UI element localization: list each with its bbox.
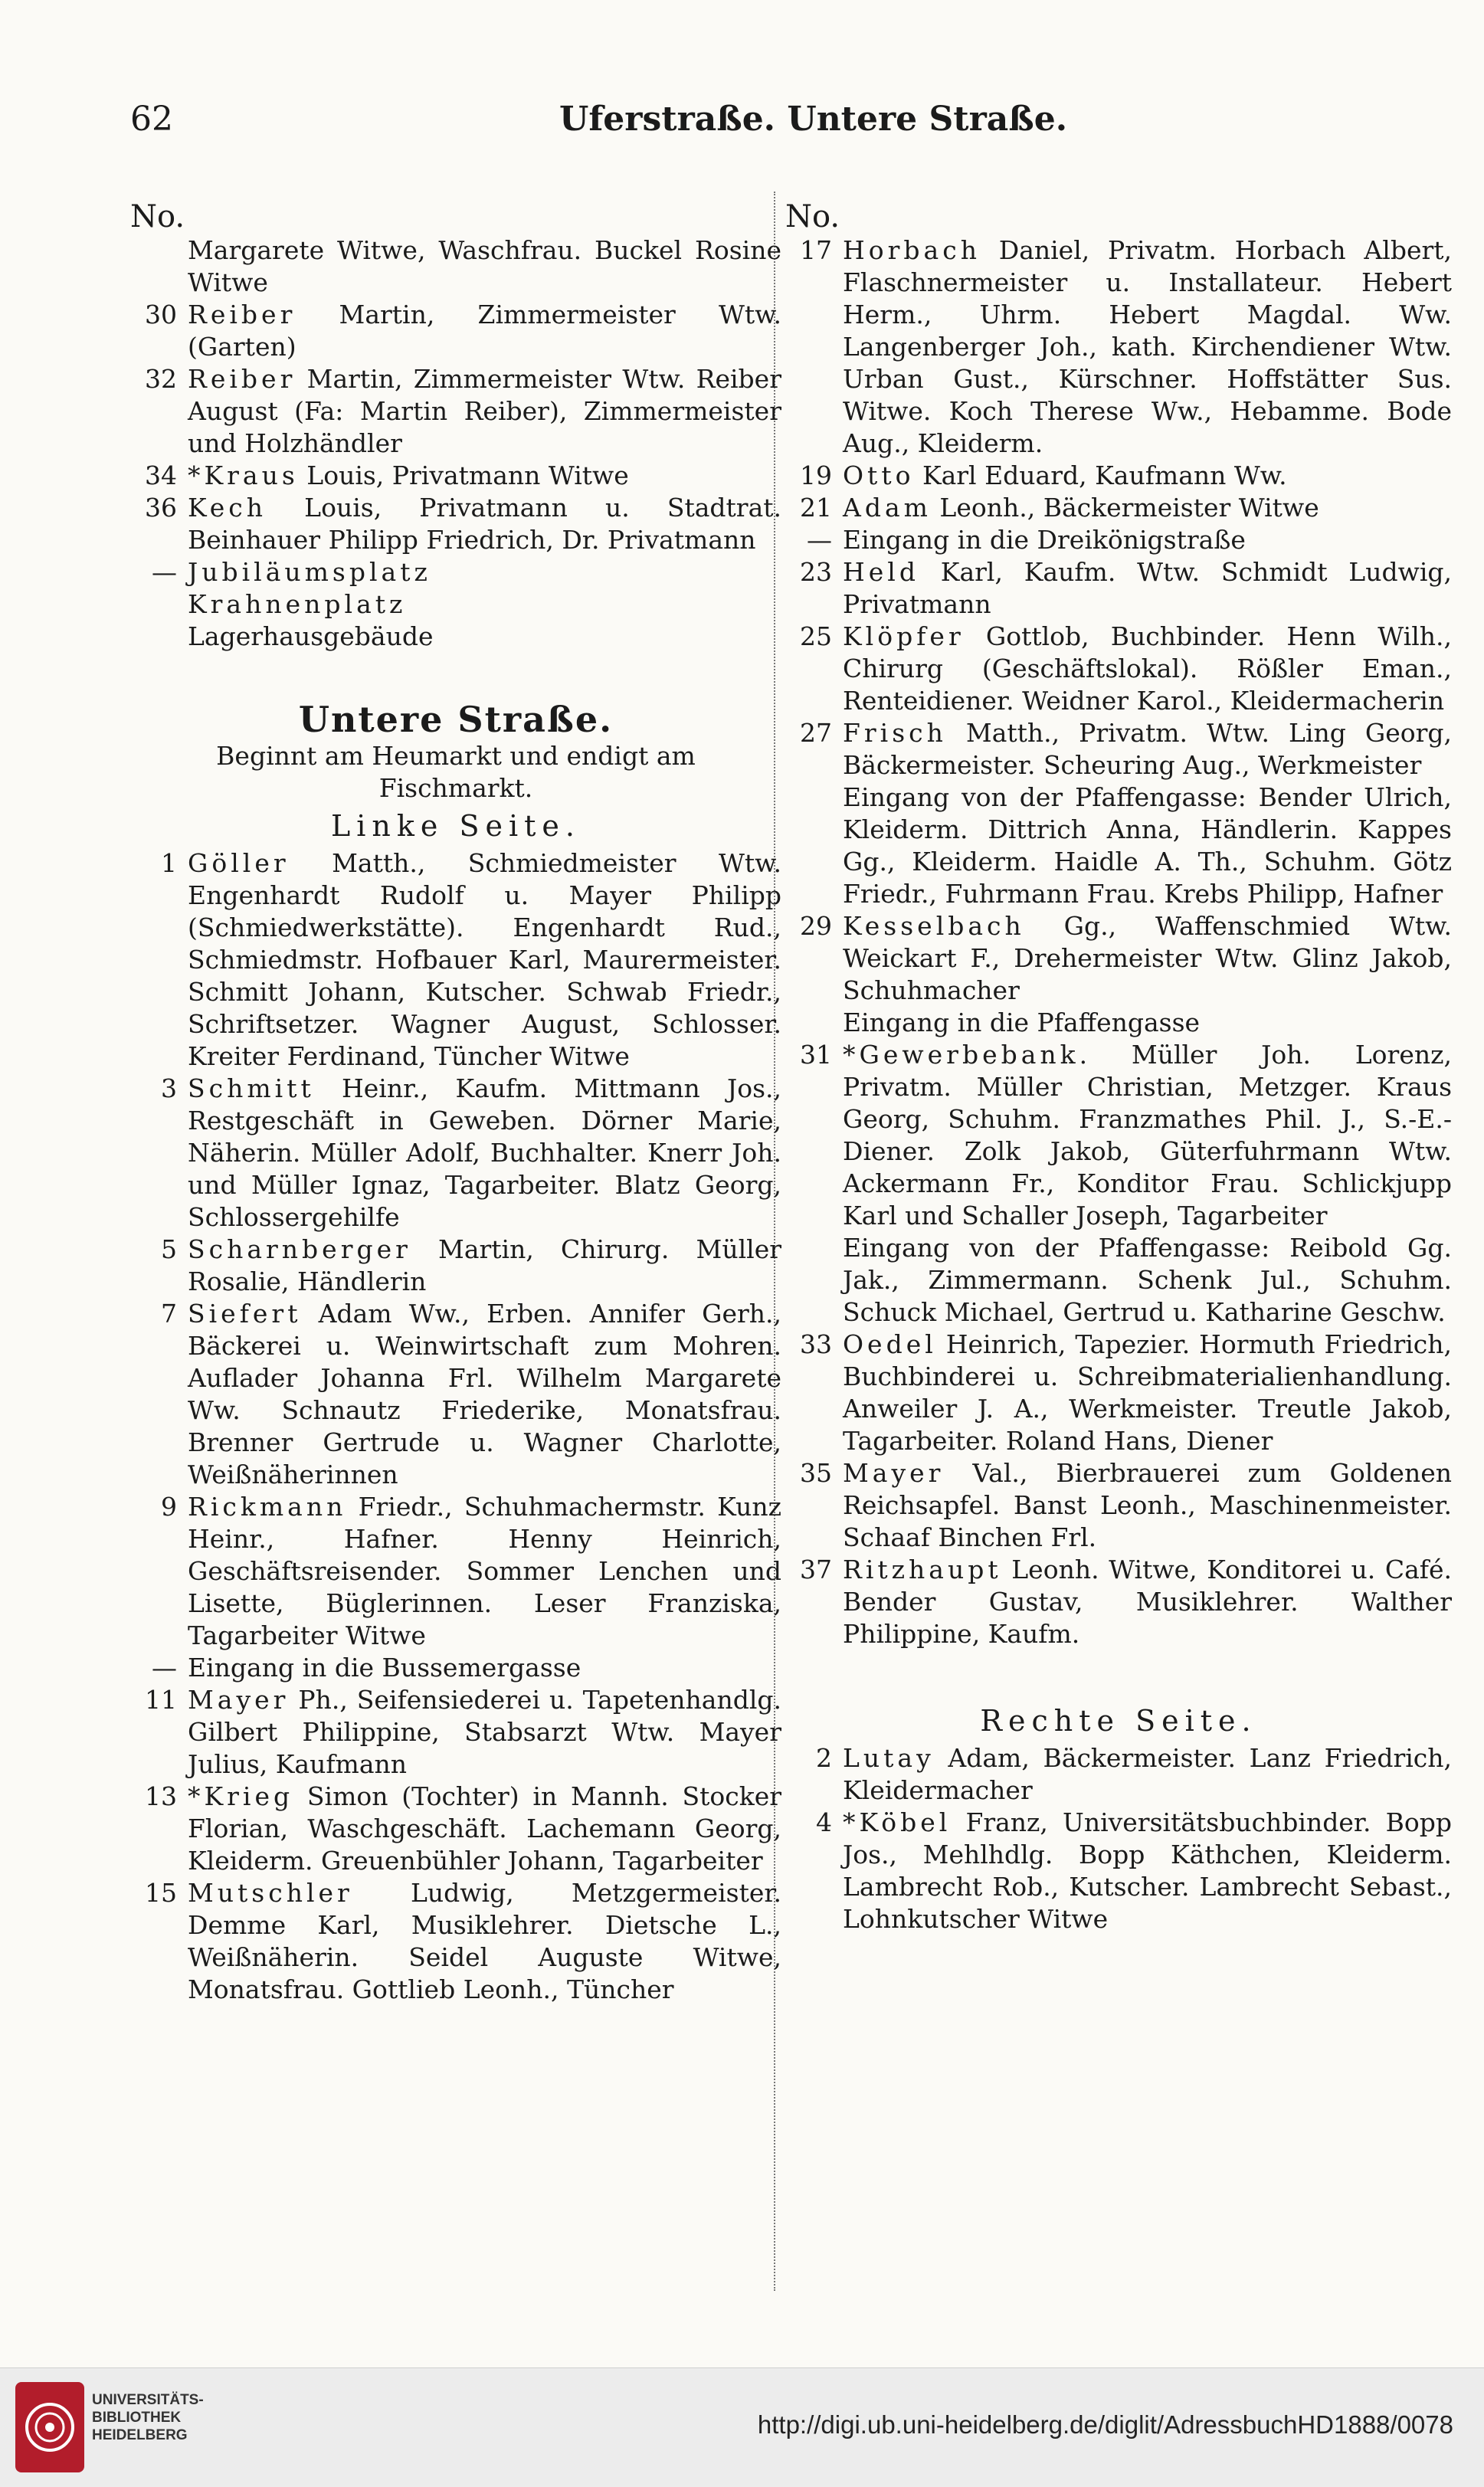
list-item (130, 234, 781, 299)
entry-text (188, 1652, 781, 1684)
resident-name: Lutay (843, 1743, 935, 1773)
page-header (130, 100, 1433, 146)
resident-name: Jubiläumsplatz (188, 557, 431, 587)
entry-text (188, 588, 781, 621)
resident-details: Eingang von der Pfaffengasse: Bender Ulrich, Kleiderm. Dittrich Anna, Händlerin. Kappes Gg., Kleiderm. Haidle A. Th., Schuhm. Götz Friedr., Fuhrmann Frau. Krebs Philipp, Hafner (843, 782, 1452, 909)
entry-text (188, 1877, 781, 2006)
resident-details: Eingang in die Bussemergasse (188, 1653, 581, 1683)
resident-details: Martin, Zimmermeister Wtw. (Garten) (188, 300, 781, 362)
house-number (785, 781, 843, 910)
resident-name: Scharnberger (188, 1234, 411, 1264)
logo-line: HEIDELBERG (92, 2427, 188, 2443)
resident-details: Louis, Privatmann u. Stadtrat. Beinhauer Philipp Friedrich, Dr. Privatmann (188, 493, 781, 555)
list-item (130, 621, 781, 653)
resident-details: Ludwig, Metzgermeister. Demme Karl, Musiklehrer. Dietsche L., Weißnäherin. Seidel Auguste Witwe, Monatsfrau. Gottlieb Leonh., Tüncher (188, 1878, 781, 2004)
resident-details: Franz, Universitätsbuchbinder. Bopp Jos., Mehlhdlg. Bopp Käthchen, Kleiderm. Lambrecht Rob., Kutscher. Lambrecht Sebast., Lohnkutscher Witwe (843, 1807, 1452, 1934)
resident-name: *Kraus (188, 460, 299, 490)
list-item (130, 492, 781, 556)
resident-name: Mutschler (188, 1878, 353, 1908)
resident-details: Martin, Chirurg. Müller Rosalie, Händlerin (188, 1234, 781, 1296)
resident-details: Karl Eduard, Kaufmann Ww. (914, 460, 1287, 490)
street-heading: Untere Straße. (298, 699, 614, 740)
resident-details: Gg., Waffenschmied Wtw. Weickart F., Drehermeister Wtw. Glinz Jakob, Schuhmacher (843, 911, 1452, 1005)
house-number: — (807, 525, 832, 555)
resident-name: Kesselbach (843, 911, 1025, 941)
rechte-seite-entries (785, 1742, 1452, 1935)
house-number: 21 (800, 493, 832, 523)
house-number: 30 (145, 300, 177, 329)
resident-details: Eingang in die Dreikönigstraße (843, 525, 1246, 555)
list-item (130, 1652, 781, 1684)
house-number: — (152, 557, 177, 587)
resident-details: Heinrich, Tapezier. Hormuth Friedrich, Buchbinderei u. Schreibmaterialienhandlung. Anweiler J. A., Werkmeister. Treutle Jakob, Tagarbeiter. Roland Hans, Diener (843, 1329, 1452, 1456)
source-link[interactable]: http://digi.ub.uni-heidelberg.de/diglit/AdressbuchHD1888/0078 (757, 2410, 1453, 2439)
entry-text (843, 524, 1452, 556)
house-number: 25 (800, 621, 832, 651)
list-item (785, 717, 1452, 781)
resident-name: Schmitt (188, 1073, 315, 1103)
list-item (785, 234, 1452, 460)
resident-name: Held (843, 557, 919, 587)
entry-text (188, 1073, 781, 1234)
library-seal-icon (15, 2382, 84, 2472)
house-number: 13 (145, 1781, 177, 1811)
entry-text (188, 847, 781, 1073)
house-number: 35 (800, 1458, 832, 1488)
list-item (785, 1039, 1452, 1232)
resident-name: *Krieg (188, 1781, 294, 1811)
entry-text (843, 234, 1452, 460)
house-number: 2 (816, 1743, 832, 1773)
entry-text (843, 1807, 1452, 1935)
house-number: 32 (145, 364, 177, 394)
house-number (130, 588, 188, 621)
house-number: 37 (800, 1555, 832, 1584)
side-label-right: Rechte Seite. (980, 1704, 1257, 1738)
resident-details: Val., Bierbrauerei zum Goldenen Reichsapfel. Banst Leonh., Maschinenmeister. Schaaf Binchen Frl. (843, 1458, 1452, 1552)
house-number: 15 (145, 1878, 177, 1908)
house-number: 4 (816, 1807, 832, 1837)
list-item (130, 1234, 781, 1298)
list-item (785, 1329, 1452, 1457)
logo-line: BIBLIOTHEK (92, 2410, 182, 2426)
running-title: Uferstraße. Untere Straße. (559, 100, 1068, 139)
left-column (130, 199, 781, 2006)
resident-name: Reiber (188, 300, 296, 329)
resident-details: Simon (Tochter) in Mannh. Stocker Florian, Waschgeschäft. Lachemann Georg, Kleiderm. Greuenbühler Johann, Tagarbeiter (188, 1781, 781, 1876)
resident-name: Horbach (843, 235, 981, 265)
resident-name: Adam (843, 493, 932, 523)
entry-text (188, 1781, 781, 1877)
resident-name: Göller (188, 848, 290, 878)
house-number: 34 (145, 460, 177, 490)
resident-details: Matth., Schmiedmeister Wtw. Engenhardt Rudolf u. Mayer Philipp (Schmiedwerkstätte). Engenhardt Rud., Schmiedmstr. Hofbauer Karl, Maurermeister. Schmitt Johann, Kutscher. Schwab Friedr., Schriftsetzer. Wagner August, Schlosser. Kreiter Ferdinand, Tüncher Witwe (188, 848, 781, 1071)
resident-name: Reiber (188, 364, 296, 394)
number-column-label: No. (785, 199, 840, 234)
house-number: 27 (800, 718, 832, 748)
house-number: 33 (800, 1329, 832, 1359)
house-number: 31 (800, 1040, 832, 1070)
entry-text (188, 1298, 781, 1491)
street-description: Beginnt am Heumarkt und endigt am Fischmarkt. (216, 741, 696, 803)
resident-details: . Müller Joh. Lorenz, Privatm. Müller Christian, Metzger. Kraus Georg, Schuhm. Franzmathes Phil. J., S.-E.-Diener. Zolk Jakob, Güterfuhrmann Wtw. Ackermann Fr., Konditor Frau. Schlickjupp Karl und Schaller Joseph, Tagarbeiter (843, 1040, 1452, 1230)
list-item (130, 1073, 781, 1234)
resident-name: Rickmann (188, 1492, 347, 1522)
list-item (785, 556, 1452, 621)
resident-name: Mayer (843, 1458, 945, 1488)
entry-text (188, 492, 781, 556)
resident-details: Eingang in die Pfaffengasse (843, 1008, 1201, 1037)
resident-name: Kech (188, 493, 267, 523)
house-number (130, 234, 188, 299)
resident-name: Ritzhaupt (843, 1555, 1002, 1584)
resident-name: Oedel (843, 1329, 937, 1359)
house-number: 36 (145, 493, 177, 523)
resident-details: Leonh. Witwe, Konditorei u. Café. Bender Gustav, Musiklehrer. Walther Philippine, Kaufm. (843, 1555, 1452, 1649)
list-item (785, 781, 1452, 910)
list-item (785, 1554, 1452, 1650)
entry-text (843, 460, 1452, 492)
entry-text (188, 1234, 781, 1298)
list-item (130, 847, 781, 1073)
entry-text (188, 363, 781, 460)
resident-name: Frisch (843, 718, 947, 748)
entry-text (843, 717, 1452, 781)
resident-name: Mayer (188, 1685, 290, 1715)
resident-name: *Köbel (843, 1807, 952, 1837)
list-item (785, 1457, 1452, 1554)
resident-details: Lagerhausgebäude (188, 621, 434, 651)
resident-details: Margarete Witwe, Waschfrau. Buckel Rosine Witwe (188, 235, 781, 297)
list-item (130, 1877, 781, 2006)
list-item (785, 460, 1452, 492)
house-number: 29 (800, 911, 832, 941)
entry-text (843, 556, 1452, 621)
entry-text (843, 1232, 1452, 1329)
resident-details: Friedr., Schuhmachermstr. Kunz Heinr., Hafner. Henny Heinrich, Geschäftsreisender. Sommer Lenchen und Lisette, Büglerinnen. Leser Franziska, Tagarbeiter Witwe (188, 1492, 781, 1650)
entry-text (188, 234, 781, 299)
entry-text (188, 299, 781, 363)
logo-line: UNIVERSITÄTS- (92, 2392, 204, 2408)
entry-text (188, 556, 781, 588)
resident-details: Louis, Privatmann Witwe (298, 460, 629, 490)
resident-details: Ph., Seifensiederei u. Tapetenhandlg. Gilbert Philippine, Stabsarzt Wtw. Mayer Julius, Kaufmann (188, 1685, 781, 1779)
entry-text (843, 781, 1452, 910)
list-item (785, 1742, 1452, 1807)
house-number: 19 (800, 460, 832, 490)
resident-name: Siefert (188, 1299, 302, 1329)
entry-text (188, 1491, 781, 1652)
entry-text (843, 1457, 1452, 1554)
entry-text (843, 492, 1452, 524)
resident-details: Matth., Privatm. Wtw. Ling Georg, Bäckermeister. Scheuring Aug., Werkmeister (843, 718, 1452, 780)
library-logo-text (92, 2391, 204, 2444)
list-item (130, 1781, 781, 1877)
house-number: 23 (800, 557, 832, 587)
house-number: — (152, 1653, 177, 1683)
resident-details: Martin, Zimmermeister Wtw. Reiber August (Fa: Martin Reiber), Zimmermeister und Holzhändler (188, 364, 781, 458)
list-item (130, 1491, 781, 1652)
number-column-label: No. (130, 199, 185, 234)
linke-seite-entries (130, 847, 781, 2006)
entry-text (843, 1039, 1452, 1232)
resident-name: *Gewerbebank (843, 1040, 1079, 1070)
list-item (785, 492, 1452, 524)
resident-name: Klöpfer (843, 621, 965, 651)
resident-details: Karl, Kaufm. Wtw. Schmidt Ludwig, Privatmann (843, 557, 1452, 619)
list-item (130, 460, 781, 492)
house-number (785, 1232, 843, 1329)
resident-details: Daniel, Privatm. Horbach Albert, Flaschnermeister u. Installateur. Hebert Herm., Uhrm. Hebert Magdal. Ww. Langenberger Joh., kath. Kirchendiener Wtw. Urban Gust., Kürschner. Hoffstätter Sus. Witwe. Koch Therese Ww., Hebamme. Bode Aug., Kleiderm. (843, 235, 1452, 458)
house-number: 1 (161, 848, 177, 878)
house-number (130, 621, 188, 653)
house-number: 9 (161, 1492, 177, 1522)
entry-text (843, 1007, 1452, 1039)
entry-text (188, 460, 781, 492)
list-item (130, 556, 781, 588)
list-item (785, 1232, 1452, 1329)
entry-text (843, 621, 1452, 717)
house-number: 7 (161, 1299, 177, 1329)
resident-details: Heinr., Kaufm. Mittmann Jos., Restgeschäft in Geweben. Dörner Marie, Näherin. Müller Adolf, Buchhalter. Knerr Joh. und Müller Ignaz, Tagarbeiter. Blatz Georg, Schlossergehilfe (188, 1073, 781, 1232)
resident-details: Leonh., Bäckermeister Witwe (931, 493, 1319, 523)
list-item (785, 621, 1452, 717)
house-number: 17 (800, 235, 832, 265)
entry-text (188, 1684, 781, 1781)
entry-text (188, 621, 781, 653)
resident-details: Eingang von der Pfaffengasse: Reibold Gg. Jak., Zimmermann. Schenk Jul., Schuhm. Schuck Michael, Gertrud u. Katharine Geschw. (843, 1233, 1452, 1327)
resident-details: Adam Ww., Erben. Annifer Gerh., Bäckerei u. Weinwirtschaft zum Mohren. Auflader Johanna Frl. Wilhelm Margarete Ww. Schnautz Friederike, Monatsfrau. Brenner Gertrude u. Wagner Charlotte, Weißnäherinnen (188, 1299, 781, 1489)
entry-text (843, 1742, 1452, 1807)
list-item (130, 588, 781, 621)
resident-name: Otto (843, 460, 915, 490)
list-item (785, 910, 1452, 1007)
house-number: 5 (161, 1234, 177, 1264)
house-number: 3 (161, 1073, 177, 1103)
linke-seite-entries-continued (785, 234, 1452, 1650)
list-item (785, 524, 1452, 556)
house-number: 11 (145, 1685, 177, 1715)
list-item (130, 363, 781, 460)
entry-text (843, 1554, 1452, 1650)
uferstrasse-entries (130, 234, 781, 653)
entry-text (843, 1329, 1452, 1457)
list-item (785, 1007, 1452, 1039)
footer-bar (0, 2367, 1484, 2487)
list-item (130, 1684, 781, 1781)
right-column (785, 199, 1452, 1935)
list-item (785, 1807, 1452, 1935)
list-item (130, 299, 781, 363)
resident-name: Krahnenplatz (188, 589, 407, 619)
resident-details: Adam, Bäckermeister. Lanz Friedrich, Kleidermacher (843, 1743, 1452, 1805)
entry-text (843, 910, 1452, 1007)
side-label-left: Linke Seite. (331, 809, 581, 843)
resident-details: Gottlob, Buchbinder. Henn Wilh., Chirurg (Geschäftslokal). Rößler Eman., Renteidiener. Weidner Karol., Kleidermacherin (843, 621, 1452, 716)
list-item (130, 1298, 781, 1491)
page-number: 62 (130, 100, 173, 139)
house-number (785, 1007, 843, 1039)
